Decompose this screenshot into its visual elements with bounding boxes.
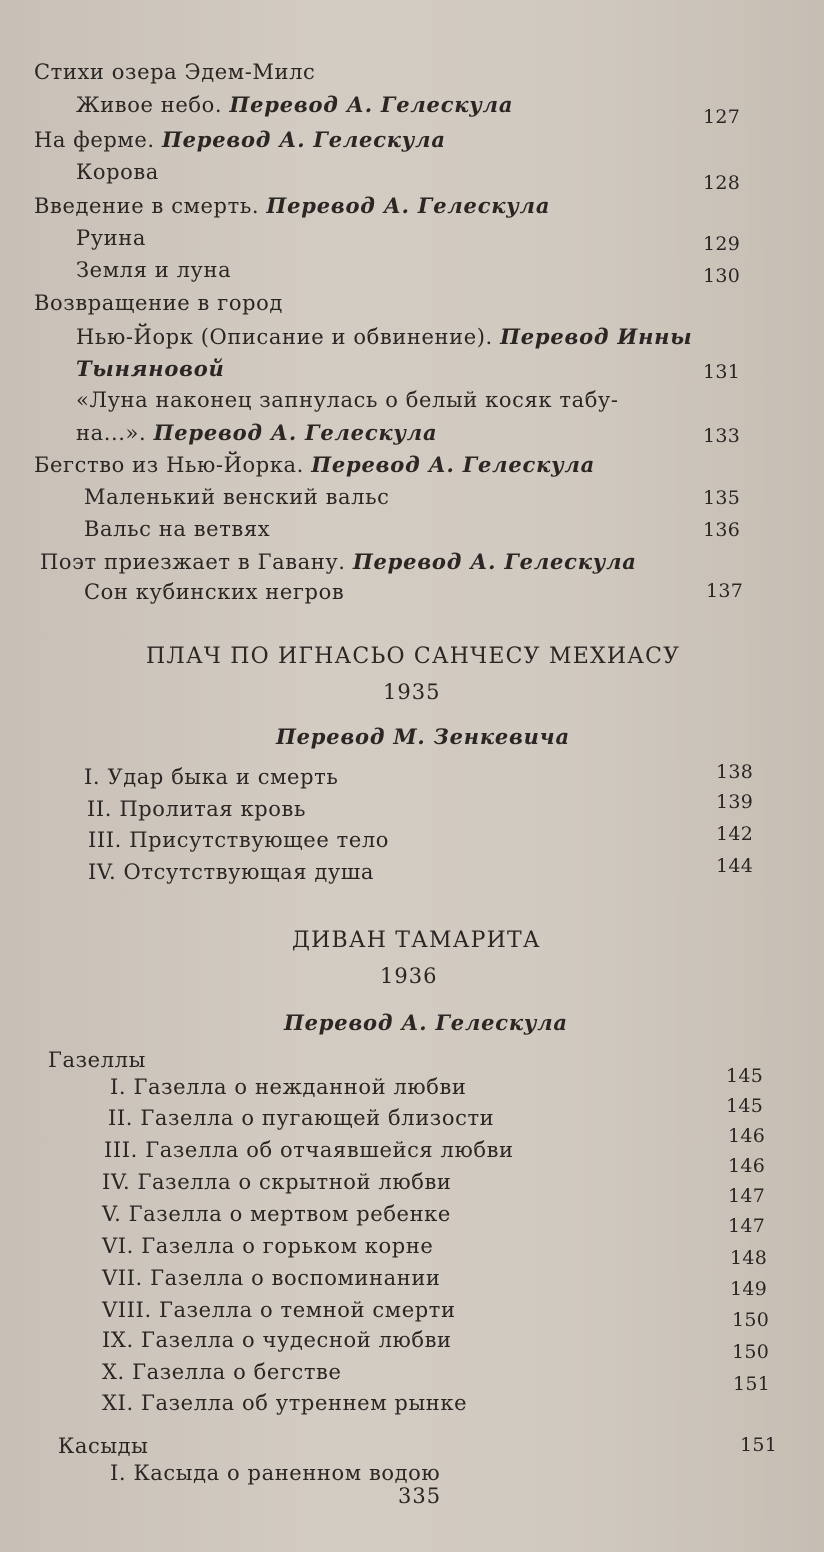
page-number: 147 xyxy=(728,1215,766,1237)
toc-entry: III. Газелла об отчаявшейся любви xyxy=(104,1138,514,1162)
toc-entry: I. Касыда о раненном водою xyxy=(110,1461,441,1485)
entry-translator: Перевод А. Гелескула xyxy=(352,549,637,574)
group-title-text: На ферме. xyxy=(34,128,155,152)
entry-translator: Перевод А. Гелескула xyxy=(161,127,446,152)
page-number: 139 xyxy=(716,791,754,813)
page-number: 146 xyxy=(728,1155,766,1177)
section-heading: ДИВАН ТАМАРИТА xyxy=(292,928,541,953)
section-heading: ПЛАЧ ПО ИГНАСЬО САНЧЕСУ МЕХИАСУ xyxy=(146,644,681,669)
toc-entry: IV. Отсутствующая душа xyxy=(88,860,375,884)
page-number: 138 xyxy=(716,761,754,783)
group-title xyxy=(34,193,550,218)
page-number: 144 xyxy=(716,855,754,877)
folio-page-number: 335 xyxy=(398,1484,442,1508)
toc-entry: I. Газелла о нежданной любви xyxy=(110,1075,467,1099)
page-number: 142 xyxy=(716,823,754,845)
group-title: Касыды xyxy=(58,1434,149,1458)
group-title: Стихи озера Эдем-Милс xyxy=(34,60,316,84)
toc-entry: XI. Газелла об утреннем рынке xyxy=(102,1391,468,1415)
toc-entry: VI. Газелла о горьком корне xyxy=(102,1234,434,1258)
entry-translator: Перевод А. Гелескула xyxy=(311,452,596,477)
toc-entry: VIII. Газелла о темной смерти xyxy=(102,1298,456,1322)
page-number: 145 xyxy=(726,1095,764,1117)
page-number: 151 xyxy=(740,1434,778,1456)
page-number: 130 xyxy=(703,265,741,287)
group-title: Газеллы xyxy=(48,1048,146,1072)
section-year: 1936 xyxy=(380,964,438,988)
group-title-text: Бегство из Нью-Йорка. xyxy=(34,453,304,477)
section-translator: Перевод А. Гелескула xyxy=(284,1010,568,1035)
group-title-text: Введение в смерть. xyxy=(34,194,260,218)
toc-entry: VII. Газелла о воспоминании xyxy=(102,1266,441,1290)
toc-entry: IV. Газелла о скрытной любви xyxy=(102,1170,452,1194)
toc-entry xyxy=(76,92,513,117)
entry-title: Корова xyxy=(76,160,159,184)
page-number: 147 xyxy=(728,1185,766,1207)
group-title-text: Поэт приезжает в Гавану. xyxy=(40,550,346,574)
entry-translator: Перевод А. Гелескула xyxy=(153,420,438,445)
section-year: 1935 xyxy=(383,680,441,704)
toc-entry: II. Газелла о пугающей близости xyxy=(108,1106,495,1130)
toc-entry: X. Газелла о бегстве xyxy=(102,1360,342,1384)
entry-title: Сон кубинских негров xyxy=(84,580,345,604)
entry-translator: Перевод А. Гелескула xyxy=(266,193,551,218)
page-number: 150 xyxy=(732,1309,770,1331)
group-title xyxy=(34,452,595,477)
group-title xyxy=(34,127,446,152)
page-number: 151 xyxy=(733,1373,771,1395)
page-number: 131 xyxy=(703,361,741,383)
page-number: 135 xyxy=(703,487,741,509)
page-number: 133 xyxy=(703,425,741,447)
page-number: 146 xyxy=(728,1125,766,1147)
toc-entry: IX. Газелла о чудесной любви xyxy=(102,1328,452,1352)
entry-title: Маленький венский вальс xyxy=(84,485,390,509)
page-number: 129 xyxy=(703,233,741,255)
page-number: 145 xyxy=(726,1065,764,1087)
toc-entry: II. Пролитая кровь xyxy=(87,797,307,821)
group-title xyxy=(40,549,637,574)
entry-title: Руина xyxy=(76,226,146,250)
group-title: Возвращение в город xyxy=(34,291,283,315)
page-number: 136 xyxy=(703,519,741,541)
entry-title: Вальс на ветвях xyxy=(84,517,271,541)
toc-entry: I. Удар быка и смерть xyxy=(84,765,339,789)
entry-title: «Луна наконец запнулась о белый косяк табу- xyxy=(76,388,619,412)
page-number: 128 xyxy=(703,172,741,194)
page-number: 148 xyxy=(730,1247,768,1269)
toc-entry xyxy=(76,420,437,445)
section-translator: Перевод М. Зенкевича xyxy=(276,724,570,749)
entry-title: Живое небо. xyxy=(76,93,223,117)
page-number: 150 xyxy=(732,1341,770,1363)
entry-translator: Перевод Инны xyxy=(500,324,693,349)
page-number: 127 xyxy=(703,106,741,128)
page-number: 149 xyxy=(730,1278,768,1300)
toc-entry: V. Газелла о мертвом ребенке xyxy=(102,1202,451,1226)
entry-title: на...». xyxy=(76,421,147,445)
entry-translator: Тыняновой xyxy=(76,356,225,381)
toc-entry xyxy=(76,324,692,349)
toc-entry: III. Присутствующее тело xyxy=(88,828,390,852)
entry-title: Земля и луна xyxy=(76,258,232,282)
entry-title: Нью-Йорк (Описание и обвинение). xyxy=(76,325,493,349)
entry-translator: Перевод А. Гелескула xyxy=(229,92,514,117)
page-number: 137 xyxy=(706,580,744,602)
